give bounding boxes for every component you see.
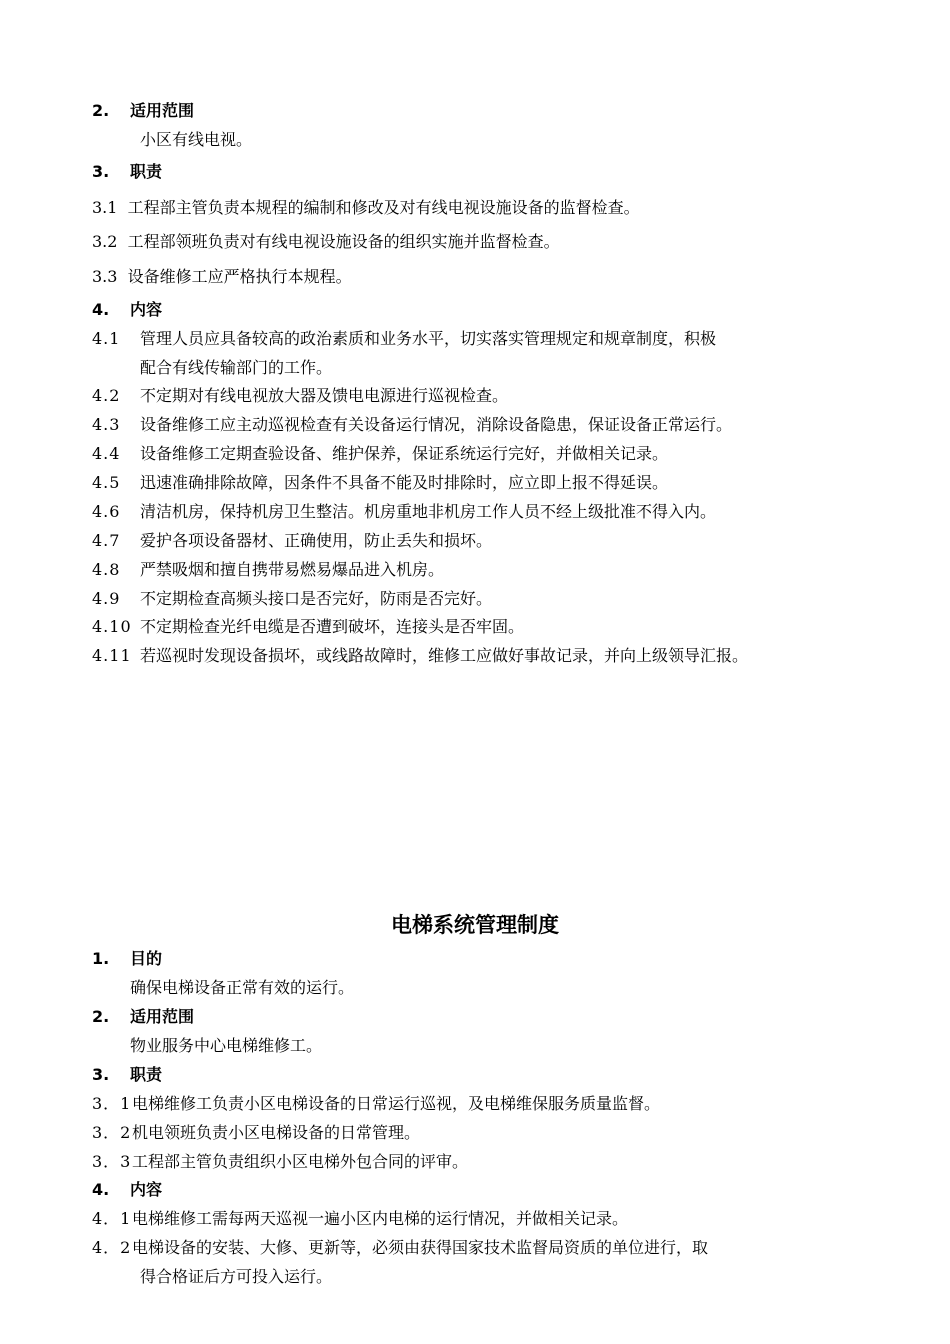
- duty-item: [92, 1094, 660, 1114]
- duty-item: [92, 1152, 468, 1172]
- duty-item: [92, 267, 352, 287]
- item-number: 4.9: [92, 589, 121, 608]
- item-number: 4.6: [92, 502, 121, 521]
- duty-number: 3．2: [92, 1123, 132, 1142]
- duty-text: 电梯维修工负责小区电梯设备的日常运行巡视，及电梯维保服务质量监督。: [132, 1094, 661, 1113]
- content-item: [92, 502, 716, 522]
- duty-number: 3.2: [92, 232, 118, 251]
- duty-text: 设备维修工应严格执行本规程。: [127, 267, 352, 286]
- heading-number: 2.: [92, 101, 110, 120]
- duty-number: 3．1: [92, 1094, 132, 1113]
- content-item: [92, 386, 508, 406]
- item-text: 不定期检查高频头接口是否完好，防雨是否完好。: [140, 589, 493, 608]
- purpose-text: 确保电梯设备正常有效的运行。: [130, 978, 355, 997]
- duty-heading: [92, 162, 162, 182]
- item-number: 4.10: [92, 617, 132, 636]
- heading-number: 4.: [92, 300, 110, 319]
- item-text: 设备维修工定期查验设备、维护保养，保证系统运行完好，并做相关记录。: [140, 444, 669, 463]
- content-item: [92, 473, 668, 493]
- content-item: [92, 415, 732, 435]
- item-continuation: 配合有线传输部门的工作。: [140, 358, 333, 377]
- item-number: 4.2: [92, 386, 121, 405]
- duty-number: 3.1: [92, 198, 118, 217]
- duty-text: 工程部主管负责组织小区电梯外包合同的评审。: [132, 1152, 469, 1171]
- heading-label: 目的: [130, 949, 163, 968]
- item-text: 管理人员应具备较高的政治素质和业务水平，切实落实管理规定和规章制度，积极: [140, 329, 717, 348]
- item-text: 若巡视时发现设备损坏，或线路故障时，维修工应做好事故记录，并向上级领导汇报。: [140, 646, 749, 665]
- content-item: [92, 444, 668, 464]
- duty-text: 工程部主管负责本规程的编制和修改及对有线电视设施设备的监督检查。: [127, 198, 640, 217]
- scope-heading: [92, 101, 194, 121]
- item-text: 严禁吸烟和擅自携带易燃易爆品进入机房。: [140, 560, 445, 579]
- content-heading: [92, 300, 162, 320]
- item-text: 电梯设备的安装、大修、更新等，必须由获得国家技术监督局资质的单位进行，取: [132, 1238, 709, 1257]
- item-number: 4.5: [92, 473, 121, 492]
- duty-number: 3．3: [92, 1152, 132, 1171]
- content-item: [92, 1209, 628, 1229]
- item-text: 电梯维修工需每两天巡视一遍小区内电梯的运行情况，并做相关记录。: [132, 1209, 629, 1228]
- content-item: [92, 646, 748, 666]
- item-continuation: 得合格证后方可投入运行。: [140, 1267, 333, 1286]
- purpose-heading: [92, 949, 162, 969]
- duty-text: 机电领班负责小区电梯设备的日常管理。: [132, 1123, 421, 1142]
- item-number: 4.11: [92, 646, 132, 665]
- section-title: 电梯系统管理制度: [391, 913, 559, 937]
- item-text: 设备维修工应主动巡视检查有关设备运行情况，消除设备隐患，保证设备正常运行。: [140, 415, 733, 434]
- heading-label: 职责: [130, 162, 163, 181]
- item-number: 4.7: [92, 531, 121, 550]
- content-item: [92, 560, 444, 580]
- content-heading: [92, 1180, 162, 1200]
- item-text: 不定期检查光纤电缆是否遭到破坏，连接头是否牢固。: [140, 617, 525, 636]
- content-item: [92, 531, 492, 551]
- duty-heading: [92, 1065, 162, 1085]
- item-text: 迅速准确排除故障，因条件不具备不能及时排除时，应立即上报不得延误。: [140, 473, 669, 492]
- duty-item: [92, 232, 560, 252]
- item-number: 4.4: [92, 444, 121, 463]
- heading-label: 职责: [130, 1065, 163, 1084]
- heading-number: 2.: [92, 1007, 110, 1026]
- item-number: 4.1: [92, 329, 121, 348]
- item-number: 4.3: [92, 415, 121, 434]
- duty-item: [92, 1123, 420, 1143]
- item-number: 4.8: [92, 560, 121, 579]
- heading-label: 内容: [130, 1180, 163, 1199]
- heading-label: 适用范围: [130, 1007, 195, 1026]
- heading-number: 3.: [92, 1065, 110, 1084]
- heading-label: 内容: [130, 300, 163, 319]
- scope-text: 小区有线电视。: [140, 130, 253, 149]
- heading-number: 3.: [92, 162, 110, 181]
- duty-number: 3.3: [92, 267, 118, 286]
- scope-text: 物业服务中心电梯维修工。: [130, 1036, 323, 1055]
- heading-number: 4.: [92, 1180, 110, 1199]
- item-number: 4．2: [92, 1238, 132, 1257]
- item-text: 不定期对有线电视放大器及馈电电源进行巡视检查。: [140, 386, 509, 405]
- content-item: [92, 617, 524, 637]
- item-number: 4．1: [92, 1209, 132, 1228]
- heading-label: 适用范围: [130, 101, 195, 120]
- duty-text: 工程部领班负责对有线电视设施设备的组织实施并监督检查。: [127, 232, 560, 251]
- content-item: [92, 1238, 708, 1258]
- content-item: [92, 589, 492, 609]
- item-text: 爱护各项设备器材、正确使用，防止丢失和损坏。: [140, 531, 493, 550]
- item-text: 清洁机房，保持机房卫生整洁。机房重地非机房工作人员不经上级批准不得入内。: [140, 502, 717, 521]
- scope-heading: [92, 1007, 194, 1027]
- duty-item: [92, 198, 640, 218]
- content-item: [92, 329, 716, 349]
- heading-number: 1.: [92, 949, 110, 968]
